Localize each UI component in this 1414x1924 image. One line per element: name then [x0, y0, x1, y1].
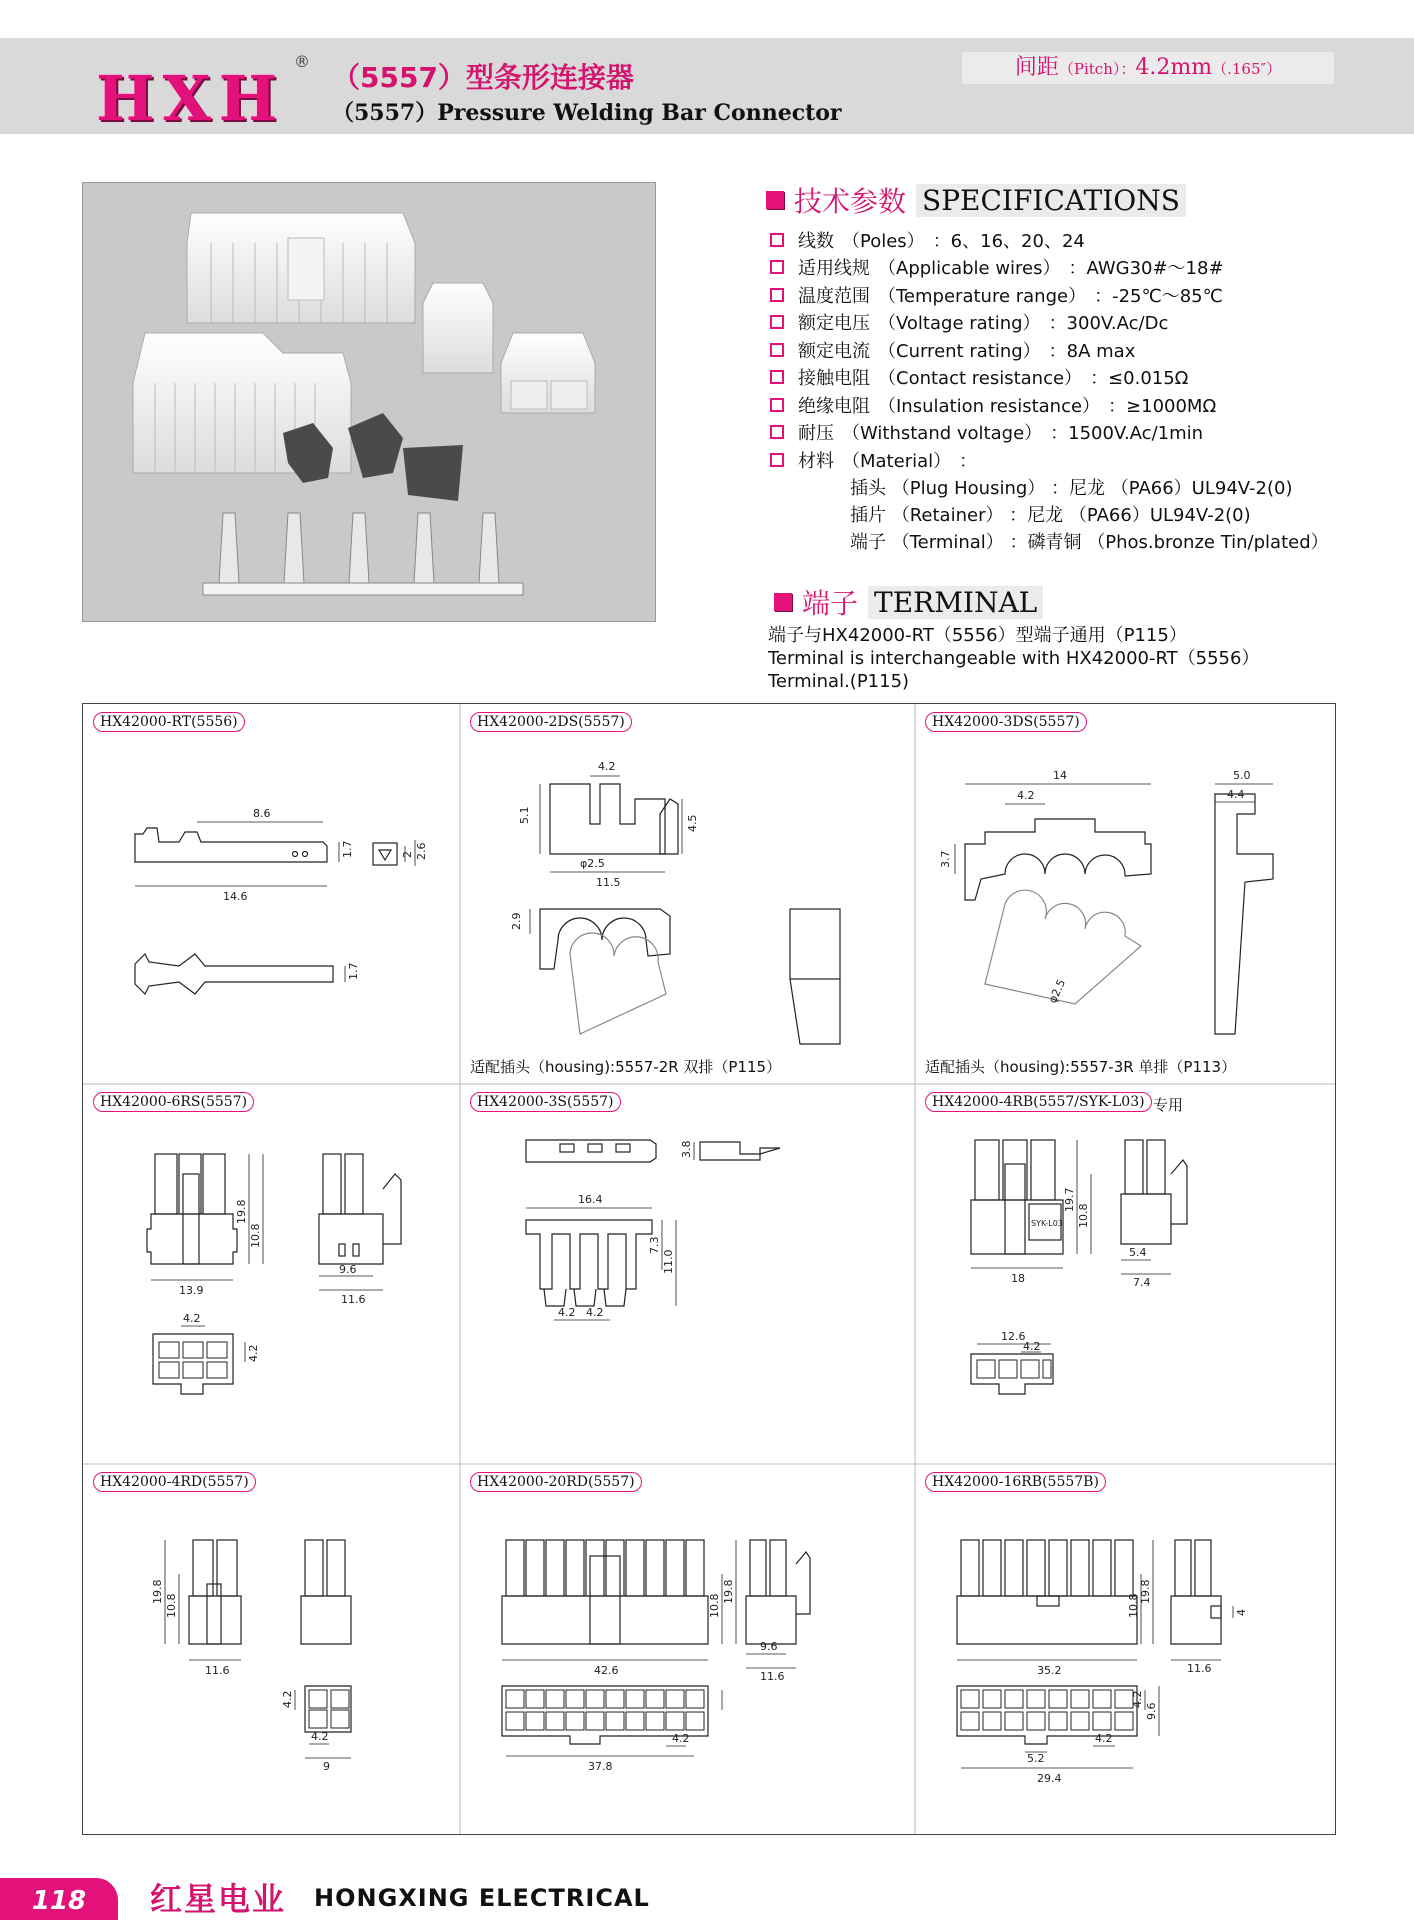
20rd-drawing [460, 1464, 915, 1834]
spec-label-en: （Voltage rating） [878, 313, 1041, 335]
dim-c8-height: 19.8 [722, 1579, 735, 1604]
dim-c2-width: 11.5 [596, 876, 621, 889]
spec-row-voltage [770, 309, 1390, 337]
drawing-grid [82, 703, 1336, 1835]
dim-c7-lower: 10.8 [165, 1593, 178, 1618]
dim-c5-pitch-1: 4.2 [558, 1306, 576, 1319]
spec-value: ：8A max [1048, 340, 1136, 362]
spec-bullet-icon [770, 260, 784, 274]
dim-c8-pitch: 4.2 [672, 1732, 690, 1745]
terminal-note-en-1: Terminal is interchangeable with HX42000-RT（5556） [768, 648, 1260, 669]
dim-c6-side-width: 7.4 [1133, 1276, 1151, 1289]
dim-c9-side-width: 11.6 [1187, 1662, 1212, 1675]
spec-bullet-icon [770, 233, 784, 247]
cell-6rs [83, 1084, 460, 1464]
product-photo [82, 182, 656, 622]
spec-row-current [770, 336, 1390, 364]
title-chinese: （5557）型条形连接器 [332, 61, 634, 94]
spec-label-en: （Current rating） [878, 340, 1041, 362]
dim-c6-side-inner: 5.4 [1129, 1246, 1147, 1259]
dim-c1-width: 2 [401, 851, 414, 858]
terminal-note-en-2: Terminal.(P115) [768, 671, 910, 692]
registered-mark: ® [294, 52, 310, 71]
spec-value: ：-25℃～85℃ [1094, 285, 1223, 307]
dim-c3-height: 3.7 [939, 850, 952, 868]
6rs-drawing [83, 1084, 460, 1464]
material-terminal: 端子 （Terminal） ：磷青铜 （Phos.bronze Tin/plated） [850, 532, 1329, 553]
material-retainer: 插片 （Retainer） ：尼龙 （PA66）UL94V-2(0) [850, 505, 1251, 526]
terminal-note [768, 624, 1259, 693]
dim-c2-pitch: 4.2 [598, 760, 616, 773]
specifications-heading-en: SPECIFICATIONS [916, 184, 1186, 217]
dim-c7-pitch-v: 4.2 [281, 1690, 294, 1708]
part-label: HX42000-RT(5556) [93, 712, 245, 732]
dim-c4-height: 19.8 [235, 1199, 248, 1224]
cell-20rd [460, 1464, 915, 1834]
terminal-heading [774, 582, 1043, 622]
part-label: HX42000-3DS(5557) [925, 712, 1087, 732]
material-plug-housing: 插头 （Plug Housing） ：尼龙 （PA66）UL94V-2(0) [850, 478, 1293, 499]
company-name-cn: 红星电业 [150, 1880, 287, 1918]
part-label: HX42000-20RD(5557) [470, 1472, 642, 1492]
spec-value: ： [959, 450, 978, 472]
spec-row-poles [770, 226, 1390, 254]
spec-label-en: （Temperature range） [878, 285, 1087, 307]
dim-c9-pitch-h: 4.2 [1095, 1732, 1113, 1745]
terminal-heading-en: TERMINAL [868, 586, 1043, 619]
spec-value: ：1500V.Ac/1min [1050, 423, 1204, 445]
spec-value: ：6、16、20、24 [932, 230, 1085, 252]
part-label: HX42000-16RB(5557B) [925, 1472, 1106, 1492]
connector-20pin-photo [187, 213, 415, 323]
dim-c6-lower: 10.8 [1077, 1203, 1090, 1228]
spec-row-contact-resistance [770, 364, 1390, 392]
dim-c9-height: 19.8 [1139, 1579, 1152, 1604]
specifications-heading-cn: 技术参数 [794, 185, 907, 218]
spec-label-en: （Material） [842, 450, 952, 472]
dim-c9-row-length: 29.4 [1037, 1772, 1062, 1785]
dim-c3-side-inner: 4.4 [1227, 788, 1245, 801]
spec-row-insulation [770, 391, 1390, 419]
dim-c8-side-inner: 9.6 [760, 1640, 778, 1653]
company-name-en: HONGXING ELECTRICAL [314, 1884, 650, 1912]
4rd-drawing [83, 1464, 460, 1834]
spec-label-cn: 适用线规 [798, 258, 870, 280]
spec-label-en: （Poles） [842, 230, 925, 252]
cell-4rd [83, 1464, 460, 1834]
part-label: HX42000-4RD(5557) [93, 1472, 256, 1492]
spec-bullet-icon [770, 425, 784, 439]
spec-bullet-icon [770, 315, 784, 329]
pitch-cn: 间距 [1014, 55, 1059, 80]
spec-value: ：AWG30#～18# [1068, 258, 1224, 280]
terminal-note-cn: 端子与HX42000-RT（5556）型端子通用（P115） [768, 625, 1187, 646]
dim-c9-lower: 10.8 [1127, 1593, 1140, 1618]
spec-value: ：300V.Ac/Dc [1048, 313, 1169, 335]
cell-3s [460, 1084, 915, 1464]
part-label: HX42000-3S(5557) [470, 1092, 621, 1112]
2ds-drawing [460, 704, 915, 1084]
spec-value: ：≤0.015Ω [1090, 368, 1189, 390]
dim-c7-width: 11.6 [205, 1664, 230, 1677]
dim-c8-side-width: 11.6 [760, 1670, 785, 1683]
dim-c3-side-width: 5.0 [1233, 769, 1251, 782]
housing-note-3ds: 适配插头（housing):5557-3R 单排（P113） [925, 1058, 1237, 1076]
dim-c6-width: 18 [1011, 1272, 1025, 1285]
dim-c6-row-length: 12.6 [1001, 1330, 1026, 1343]
spec-row-wires [770, 254, 1390, 282]
part-marking: SYK-L03 [1031, 1219, 1063, 1228]
dim-c8-lower: 10.8 [708, 1593, 721, 1618]
connector-4pin-photo [501, 333, 595, 413]
pitch-value: 4.2mm [1135, 55, 1213, 80]
housing-note-2ds: 适配插头（housing):5557-2R 双排（P115） [470, 1058, 782, 1076]
dim-c4-side-inner: 9.6 [339, 1263, 357, 1276]
title-english: （5557）Pressure Welding Bar Connector [332, 100, 842, 126]
dim-c2-height: 5.1 [518, 806, 531, 824]
spec-label-cn: 温度范围 [798, 285, 870, 307]
product-photo-illustration [83, 183, 655, 621]
spec-bullet-icon [770, 288, 784, 302]
dim-c9-pitch-v: 4.2 [1131, 1690, 1144, 1708]
dim-c3-hole: φ2.5 [1045, 977, 1069, 1006]
dim-c8-width: 42.6 [594, 1664, 619, 1677]
rt-terminal-drawing [83, 704, 460, 1084]
heading-bullet-icon [774, 593, 792, 611]
spec-bullet-icon [770, 453, 784, 467]
dim-c4-pitch-v: 4.2 [247, 1344, 260, 1362]
cell-3ds [915, 704, 1335, 1084]
3s-drawing [460, 1084, 915, 1464]
spec-row-temperature [770, 281, 1390, 309]
spec-row-material [770, 446, 1390, 474]
spec-label-cn: 材料 [798, 450, 834, 472]
3ds-drawing [915, 704, 1335, 1084]
dim-c9-key: 5.2 [1027, 1752, 1045, 1765]
dim-c7-total: 9 [323, 1760, 330, 1773]
exclusive-note: 专用 [1153, 1096, 1184, 1114]
dim-c4-pitch-h: 4.2 [183, 1312, 201, 1325]
dim-c1-side: 1.7 [347, 962, 360, 980]
dim-c7-pitch-h: 4.2 [311, 1730, 329, 1743]
dim-c9-depth: 9.6 [1145, 1702, 1158, 1720]
pitch-en: （Pitch）： [1058, 60, 1136, 78]
terminal-heading-cn: 端子 [802, 587, 859, 620]
dim-c1-height: 1.7 [341, 840, 354, 858]
dim-c1-outer: 2.6 [415, 842, 428, 860]
heading-bullet-icon [766, 191, 784, 209]
page-number: 118 [0, 1878, 118, 1920]
dim-c3-pitch: 4.2 [1017, 789, 1035, 802]
spec-label-en: （Contact resistance） [878, 368, 1083, 390]
dim-c6-pitch: 4.2 [1023, 1340, 1041, 1353]
spec-label-cn: 额定电流 [798, 340, 870, 362]
dim-c1-length: 8.6 [253, 807, 271, 820]
spec-list [770, 226, 1390, 555]
brand-logo: HXH [96, 62, 286, 135]
spec-label-cn: 接触电阻 [798, 368, 870, 390]
spec-row-withstand [770, 419, 1390, 447]
terminals-photo [203, 513, 523, 595]
cell-16rb [915, 1464, 1335, 1834]
spec-bullet-icon [770, 370, 784, 384]
spec-label-cn: 线数 [798, 230, 834, 252]
connector-3pin-photo [423, 283, 493, 373]
dim-c7-height: 19.8 [151, 1579, 164, 1604]
spec-label-cn: 额定电压 [798, 313, 870, 335]
dim-c4-lower: 10.8 [249, 1223, 262, 1248]
dim-c2-hole: φ2.5 [580, 857, 605, 870]
dim-c5-total: 11.0 [662, 1249, 675, 1274]
dim-c5-length: 16.4 [578, 1193, 603, 1206]
retainers-photo [283, 413, 463, 501]
spec-value: ：≥1000MΩ [1108, 395, 1217, 417]
dim-c8-row-length: 37.8 [588, 1760, 613, 1773]
dim-c1-total-length: 14.6 [223, 890, 248, 903]
dim-c9-latch: 4 [1235, 1609, 1248, 1616]
dim-c5-height: 7.3 [648, 1236, 661, 1254]
spec-label-cn: 绝缘电阻 [798, 395, 870, 417]
spec-label-en: （Withstand voltage） [842, 423, 1043, 445]
dim-c2-side-height: 4.5 [686, 814, 699, 832]
dim-c3-length: 14 [1053, 769, 1067, 782]
4rb-drawing [915, 1084, 1335, 1464]
specifications-heading [766, 180, 1186, 220]
spec-label-cn: 耐压 [798, 423, 834, 445]
pitch-inch: （.165″） [1212, 60, 1282, 78]
dim-c2-lower: 2.9 [510, 912, 523, 930]
dim-c6-height: 19.7 [1063, 1187, 1076, 1212]
part-label: HX42000-2DS(5557) [470, 712, 632, 732]
cell-rt-terminal [83, 704, 460, 1084]
spec-label-en: （Applicable wires） [878, 258, 1061, 280]
spec-label-en: （Insulation resistance） [878, 395, 1101, 417]
part-label: HX42000-6RS(5557) [93, 1092, 254, 1112]
dim-c4-width: 13.9 [179, 1284, 204, 1297]
dim-c5-thickness: 3.8 [680, 1140, 693, 1158]
dim-c4-side-width: 11.6 [341, 1293, 366, 1306]
spec-bullet-icon [770, 343, 784, 357]
part-label: HX42000-4RB(5557/SYK-L03) [925, 1092, 1152, 1112]
dim-c5-pitch-2: 4.2 [586, 1306, 604, 1319]
pitch-box [962, 52, 1334, 84]
spec-bullet-icon [770, 398, 784, 412]
16rb-drawing [915, 1464, 1335, 1834]
dim-c9-width: 35.2 [1037, 1664, 1062, 1677]
cell-2ds [460, 704, 915, 1084]
cell-4rb [915, 1084, 1335, 1464]
